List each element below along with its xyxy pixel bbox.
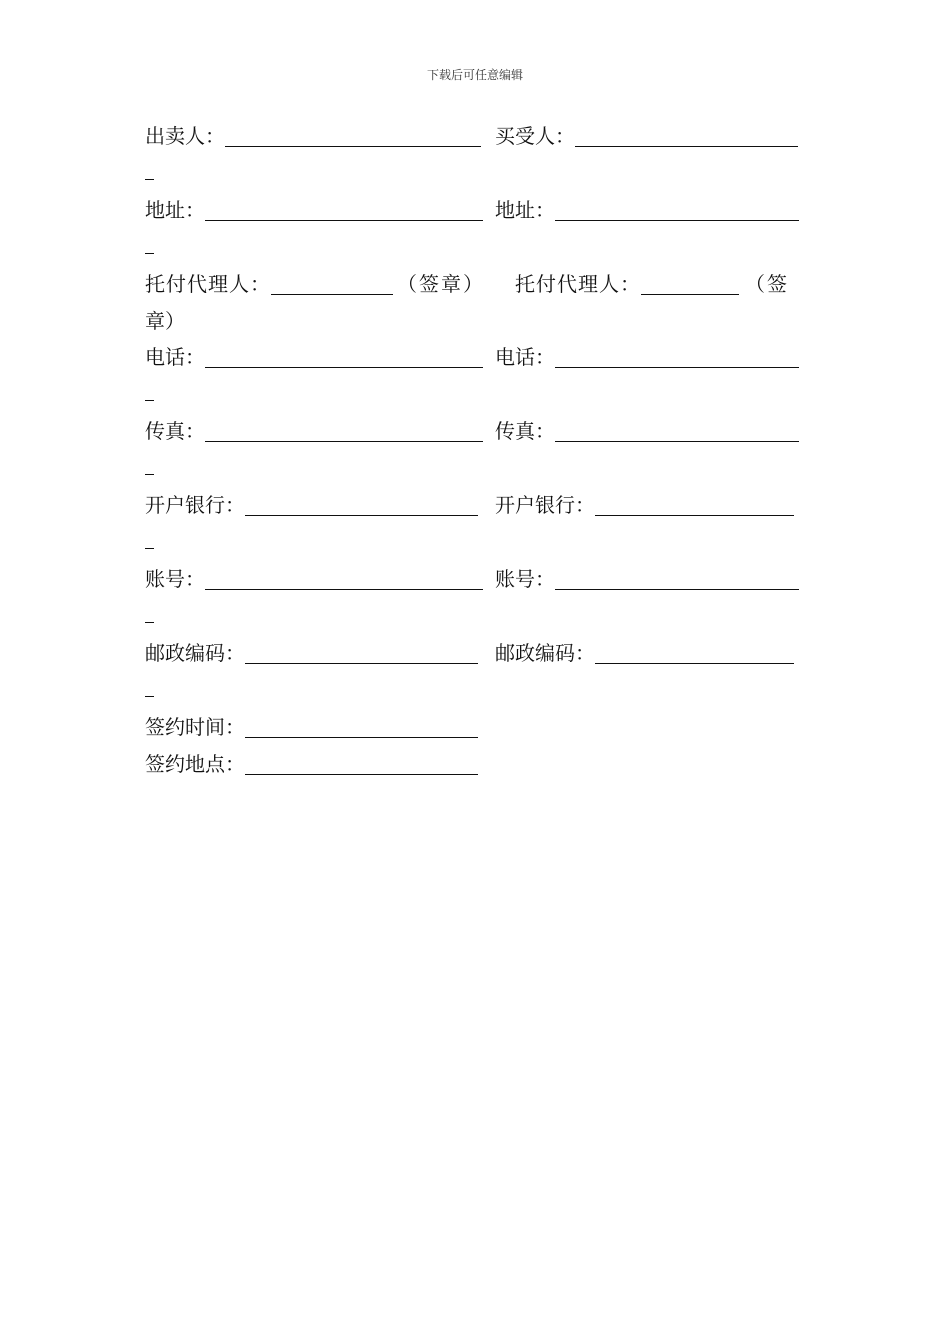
postcode-right-label: 邮政编码： xyxy=(495,641,595,665)
postcode-left-blank[interactable] xyxy=(245,641,478,664)
account-left-blank[interactable] xyxy=(205,567,483,590)
fax-left-blank[interactable] xyxy=(205,419,483,442)
agent-left-cell xyxy=(145,266,485,303)
bank-left-cell xyxy=(145,487,478,524)
seller-cell xyxy=(145,118,481,155)
account-row xyxy=(145,561,810,598)
contract-signature-form xyxy=(145,118,810,783)
agent-right-blank[interactable] xyxy=(641,272,739,295)
wrap-tail xyxy=(145,450,810,487)
bank-right-cell xyxy=(495,487,794,524)
postcode-row xyxy=(145,635,810,672)
wrap-tail xyxy=(145,376,810,413)
phone-right-label: 电话： xyxy=(495,345,555,369)
party-row xyxy=(145,118,810,155)
account-right-cell xyxy=(495,561,799,598)
fax-right-blank[interactable] xyxy=(555,419,799,442)
sign-place-blank[interactable] xyxy=(245,752,478,775)
underline-tail xyxy=(145,548,154,549)
agent-right-seal-tail: 章） xyxy=(145,309,185,333)
fax-left-label: 传真： xyxy=(145,419,205,443)
address-right-label: 地址： xyxy=(495,198,555,222)
phone-left-cell xyxy=(145,339,483,376)
address-left-cell xyxy=(145,192,483,229)
underline-tail xyxy=(145,400,154,401)
sign-time-row xyxy=(145,709,810,746)
fax-right-label: 传真： xyxy=(495,419,555,443)
phone-left-label: 电话： xyxy=(145,345,205,369)
underline-tail xyxy=(145,474,154,475)
address-left-label: 地址： xyxy=(145,198,205,222)
bank-left-blank[interactable] xyxy=(245,493,478,516)
buyer-cell xyxy=(495,118,798,155)
address-right-cell xyxy=(495,192,799,229)
underline-tail xyxy=(145,253,154,254)
underline-tail xyxy=(145,622,154,623)
agent-row xyxy=(145,266,810,303)
agent-seal-wrap xyxy=(145,303,810,339)
sign-time-cell xyxy=(145,709,478,746)
underline-tail xyxy=(145,696,154,697)
account-right-blank[interactable] xyxy=(555,567,799,590)
phone-right-blank[interactable] xyxy=(555,345,799,368)
wrap-tail xyxy=(145,155,810,192)
bank-right-blank[interactable] xyxy=(595,493,794,516)
address-right-blank[interactable] xyxy=(555,198,799,221)
account-left-cell xyxy=(145,561,483,598)
wrap-tail xyxy=(145,524,810,561)
agent-left-blank[interactable] xyxy=(271,272,393,295)
fax-row xyxy=(145,413,810,450)
page-header-note: 下载后可任意编辑 xyxy=(426,68,523,82)
agent-left-seal-label: （签章） xyxy=(397,272,485,296)
sign-time-blank[interactable] xyxy=(245,715,478,738)
agent-left-label: 托付代理人： xyxy=(145,272,271,296)
postcode-left-label: 邮政编码： xyxy=(145,641,245,665)
agent-right-seal-label: （签 xyxy=(745,272,789,296)
sign-place-label: 签约地点： xyxy=(145,752,245,776)
account-right-label: 账号： xyxy=(495,567,555,591)
postcode-right-cell xyxy=(495,635,794,672)
seller-label: 出卖人： xyxy=(145,124,225,148)
fax-left-cell xyxy=(145,413,483,450)
seller-blank[interactable] xyxy=(225,124,481,147)
buyer-blank[interactable] xyxy=(575,124,798,147)
buyer-label: 买受人： xyxy=(495,124,575,148)
fax-right-cell xyxy=(495,413,799,450)
postcode-left-cell xyxy=(145,635,478,672)
account-left-label: 账号： xyxy=(145,567,205,591)
bank-row xyxy=(145,487,810,524)
sign-place-row xyxy=(145,746,810,783)
wrap-tail xyxy=(145,229,810,266)
underline-tail xyxy=(145,179,154,180)
postcode-right-blank[interactable] xyxy=(595,641,794,664)
phone-left-blank[interactable] xyxy=(205,345,483,368)
address-left-blank[interactable] xyxy=(205,198,483,221)
agent-right-label: 托付代理人： xyxy=(515,272,641,296)
sign-place-cell xyxy=(145,746,478,783)
phone-right-cell xyxy=(495,339,799,376)
address-row xyxy=(145,192,810,229)
bank-left-label: 开户银行： xyxy=(145,493,245,517)
wrap-tail xyxy=(145,672,810,709)
sign-time-label: 签约时间： xyxy=(145,715,245,739)
wrap-tail xyxy=(145,598,810,635)
phone-row xyxy=(145,339,810,376)
agent-right-cell xyxy=(515,266,789,303)
bank-right-label: 开户银行： xyxy=(495,493,595,517)
